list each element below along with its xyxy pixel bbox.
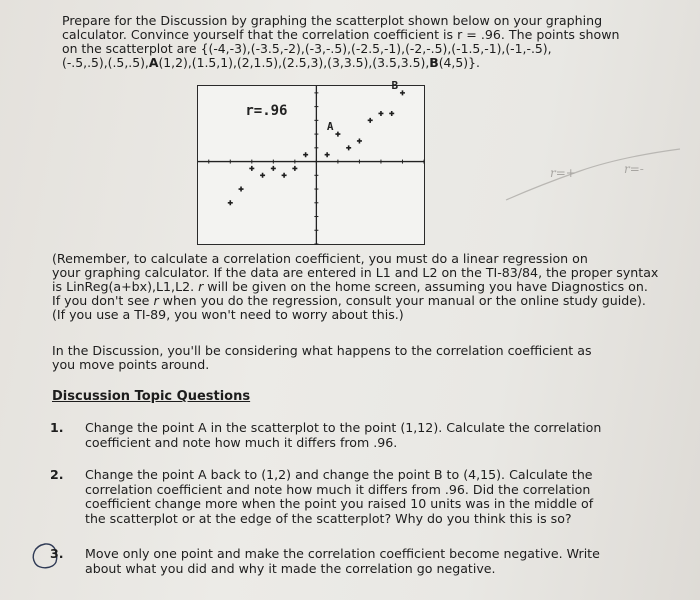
point-a-label: A bbox=[148, 55, 159, 70]
question-text: Change the point A back to (1,2) and change the point B to (4,15). Calculate the correlation coefficient and note how much it differs from .96. Did the correlation coefficient change more when the point you raised 10 units was in the middle of the scatterplot or at the edge of the scatterplot? Why do you think this is so? bbox=[85, 467, 594, 526]
scatter-point bbox=[357, 138, 362, 143]
question-number: 1. bbox=[50, 420, 64, 435]
scatter-point bbox=[335, 132, 340, 137]
handwritten-notes bbox=[500, 145, 690, 205]
scatter-point bbox=[239, 187, 244, 192]
scatter-point bbox=[228, 200, 233, 205]
discussion-heading: Discussion Topic Questions bbox=[52, 389, 251, 404]
intro-points-line: (-.5,.5),(.5,.5),A(1,2),(1.5,1),(2,1.5),(2.5,3),(3,3.5),(3.5,3.5),B(4,5)}. bbox=[62, 55, 480, 70]
calculator-scatterplot bbox=[197, 78, 425, 245]
scatterplot-svg bbox=[198, 78, 424, 244]
question-text: Change the point A in the scatterplot to the point (1,12). Calculate the correlation coefficient and note how much it differs from .96. bbox=[85, 420, 602, 450]
handwritten-r-positive: r=+ bbox=[550, 166, 576, 180]
scatter-point bbox=[303, 152, 308, 157]
scatter-point bbox=[378, 111, 383, 116]
scatter-point bbox=[346, 145, 351, 150]
regression-instructions: (Remember, to calculate a correlation coefficient, you must do a linear regression on your graphing calculator. If the data are entered in L1 and L2 on the TI-83/84, the proper syntax is LinReg(a+bx),L1,L2. r will be given on the home screen, assuming you have Diagnostics on. If you don't see r when you do the regression, consult your manual or the online study guide). (If you use a TI-89, you won't need to worry about this.) bbox=[52, 251, 659, 322]
handwritten-r-negative: r=- bbox=[624, 162, 644, 176]
question-number: 2. bbox=[50, 467, 64, 482]
r-annotation: r=.96 bbox=[245, 102, 288, 119]
question-number: 3. bbox=[50, 546, 64, 561]
scatter-point bbox=[271, 166, 276, 171]
point-b-label: B bbox=[429, 55, 439, 70]
point-label-a: A bbox=[326, 120, 334, 134]
intro-line: calculator. Convince yourself that the correlation coefficient is r = .96. The points shown bbox=[62, 27, 620, 42]
discussion-intro: In the Discussion, you'll be considering what happens to the correlation coefficient as you move points around. bbox=[52, 343, 592, 372]
scatter-point bbox=[260, 173, 265, 178]
scatter-point bbox=[292, 166, 297, 171]
intro-text bbox=[62, 14, 662, 70]
scatter-point bbox=[325, 152, 330, 157]
scatter-point bbox=[249, 166, 254, 171]
pencil-line bbox=[506, 149, 680, 200]
question-text: Move only one point and make the correlation coefficient become negative. Write about what you did and why it made the correlation go negative. bbox=[85, 546, 600, 576]
scatter-point bbox=[389, 111, 394, 116]
scatter-point bbox=[368, 118, 373, 123]
scatter-point bbox=[400, 90, 405, 95]
intro-line: on the scatterplot are {(-4,-3),(-3.5,-2),(-3,-.5),(-2.5,-1),(-2,-.5),(-1.5,-1),(-1,-.5), bbox=[62, 41, 552, 56]
point-label-b: B bbox=[391, 78, 399, 92]
scatter-point bbox=[282, 173, 287, 178]
intro-line: Prepare for the Discussion by graphing the scatterplot shown below on your graphing bbox=[62, 13, 603, 28]
